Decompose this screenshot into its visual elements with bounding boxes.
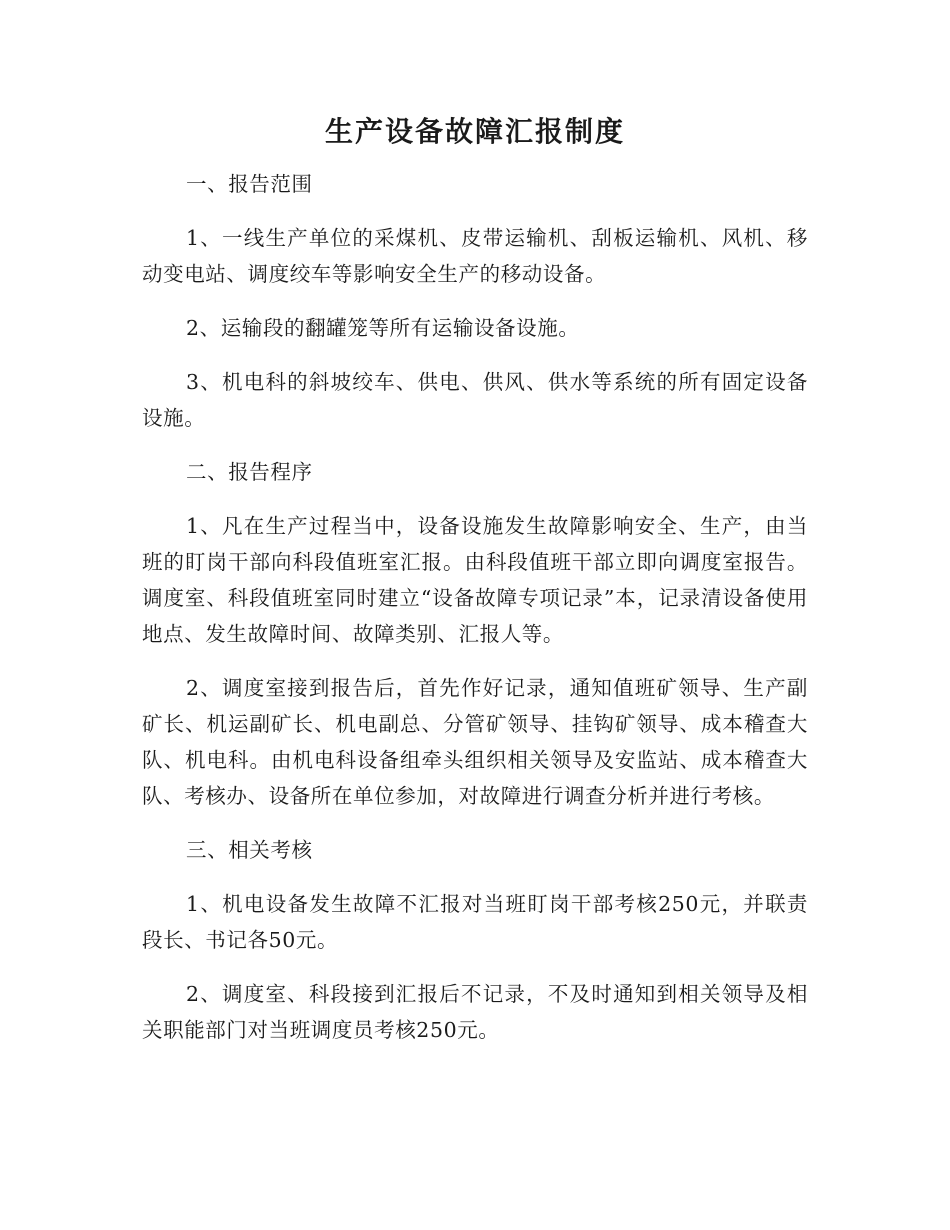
- procedure-item-1: 1、凡在生产过程当中，设备设施发生故障影响安全、生产，由当班的盯岗干部向科段值班室汇报。由科段值班干部立即向调度室报告。调度室、科段值班室同时建立“设备故障专项记录”本，记录清设备使用地点、发生故障时间、故障类别、汇报人等。: [142, 514, 808, 646]
- section-heading-procedure: 二、报告程序: [186, 460, 313, 484]
- assessment-item-2: 2、调度室、科段接到汇报后不记录，不及时通知到相关领导及相关职能部门对当班调度员考核250元。: [142, 982, 808, 1042]
- section-heading-assessment: 三、相关考核: [186, 838, 313, 862]
- section-heading-scope: 一、报告范围: [186, 172, 313, 196]
- scope-item-2: 2、运输段的翻罐笼等所有运输设备设施。: [186, 316, 580, 340]
- document-body: [142, 166, 808, 1048]
- scope-item-3: 3、机电科的斜坡绞车、供电、供风、供水等系统的所有固定设备设施。: [142, 370, 808, 430]
- scope-item-1: 1、一线生产单位的采煤机、皮带运输机、刮板运输机、风机、移动变电站、调度绞车等影响安全生产的移动设备。: [142, 226, 808, 286]
- assessment-item-1: 1、机电设备发生故障不汇报对当班盯岗干部考核250元，并联责段长、书记各50元。: [142, 892, 808, 952]
- procedure-item-2: 2、调度室接到报告后，首先作好记录，通知值班矿领导、生产副矿长、机运副矿长、机电副总、分管矿领导、挂钩矿领导、成本稽查大队、机电科。由机电科设备组牵头组织相关领导及安监站、成本稽查大队、考核办、设备所在单位参加，对故障进行调查分析并进行考核。: [142, 676, 808, 808]
- document-title: 生产设备故障汇报制度: [324, 115, 625, 148]
